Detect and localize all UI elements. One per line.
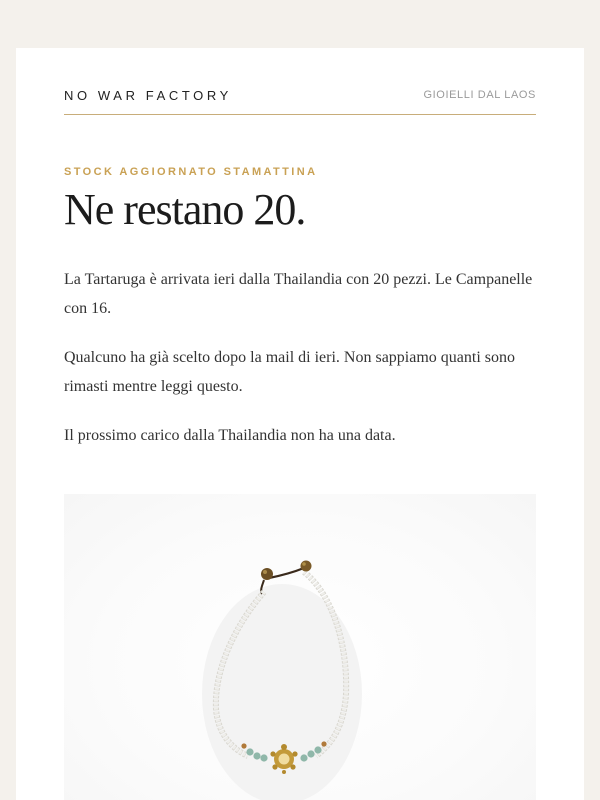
email-card	[16, 48, 584, 800]
body-paragraph-next-shipment: Il prossimo carico dalla Thailandia non ha una data.	[64, 427, 396, 444]
brand-name[interactable]: NO WAR FACTORY	[64, 88, 232, 103]
body-paragraph-sold: Qualcuno ha già scelto dopo la mail di ieri. Non sappiamo quanti sono rimasti mentre leggi questo.	[64, 349, 516, 395]
stock-kicker: STOCK AGGIORNATO STAMATTINA	[64, 166, 318, 178]
bead-anklet-image	[64, 494, 536, 800]
product-image[interactable]	[64, 494, 536, 800]
email-header	[64, 48, 536, 115]
body-paragraph-arrival: La Tartaruga è arrivata ieri dalla Thailandia con 20 pezzi. Le Campanelle con 16.	[64, 271, 533, 317]
page-title: Ne restano 20.	[64, 185, 306, 234]
brand-tagline: GIOIELLI DAL LAOS	[423, 89, 536, 101]
